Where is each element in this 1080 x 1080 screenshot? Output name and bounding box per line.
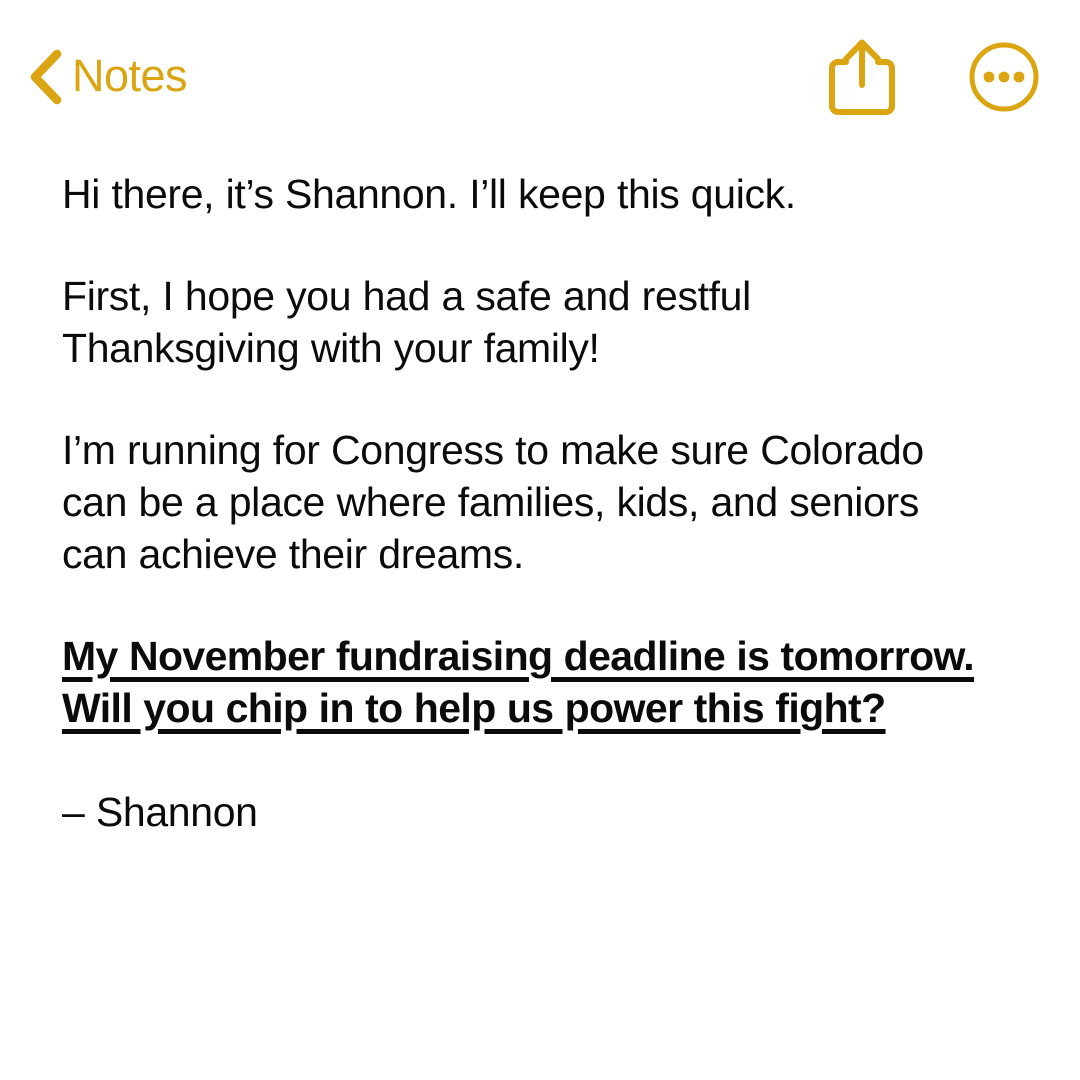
ellipsis-circle-icon [968, 41, 1040, 113]
more-options-button[interactable] [964, 36, 1044, 118]
note-paragraph-signature: – Shannon [62, 789, 258, 835]
back-button-label: Notes [72, 50, 188, 101]
share-icon [827, 37, 897, 117]
navbar-actions [822, 36, 1044, 118]
back-to-notes-button[interactable] [28, 40, 187, 114]
share-button[interactable] [822, 36, 902, 118]
note-paragraph-thanksgiving: First, I hope you had a safe and restful Thanksgiving with your family! [62, 273, 751, 371]
note-paragraph-deadline-callout: My November fundraising deadline is tomorrow. Will you chip in to help us power this fight? [62, 633, 975, 731]
note-content[interactable] [62, 168, 984, 838]
navigation-bar [0, 0, 1080, 150]
chevron-left-icon [28, 49, 62, 105]
note-paragraph-congress: I’m running for Congress to make sure Colorado can be a place where families, kids, and seniors can achieve their dreams. [62, 427, 924, 577]
note-paragraph-greeting: Hi there, it’s Shannon. I’ll keep this quick. [62, 171, 796, 217]
